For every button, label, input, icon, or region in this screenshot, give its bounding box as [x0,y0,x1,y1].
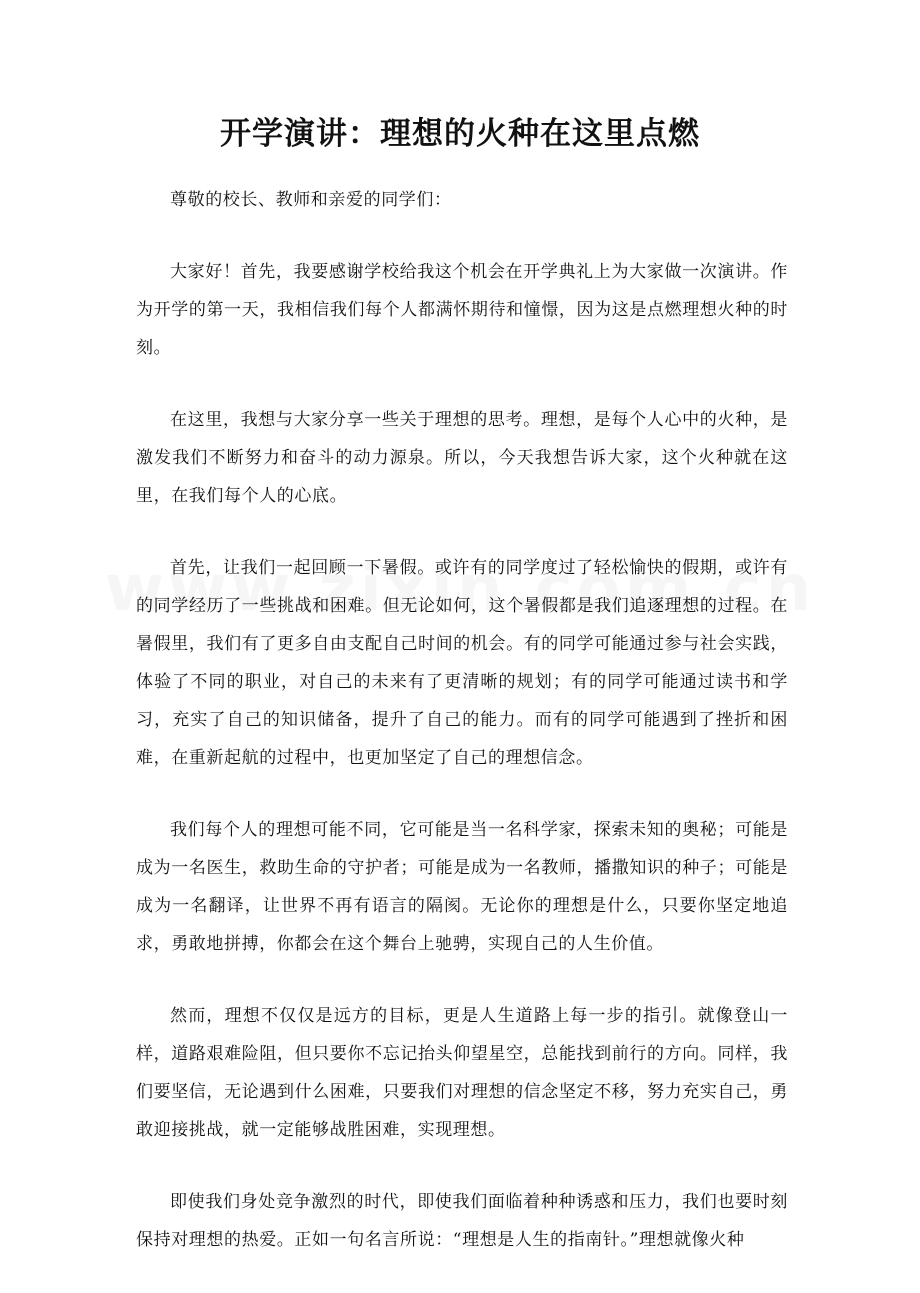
paragraph-salutation: 尊敬的校长、教师和亲爱的同学们： [170,190,452,210]
paragraph-keep-passion: 即使我们身处竞争激烈的时代，即使我们面临着种种诱惑和压力，我们也要时刻保持对理想的热爱。正如一句名言所说：“理想是人生的指南针。”理想就像火种 [136,1192,788,1250]
paragraph-ideal-intro: 在这里，我想与大家分享一些关于理想的思考。理想，是每个人心中的火种，是激发我们不断努力和奋斗的动力源泉。所以，今天我想告诉大家，这个火种就在这里，在我们每个人的心底。 [136,410,788,506]
paragraph-greeting: 大家好！首先，我要感谢学校给我这个机会在开学典礼上为大家做一次演讲。作为开学的第一天，我相信我们每个人都满怀期待和憧憬，因为这是点燃理想火种的时刻。 [136,262,788,358]
document-title: 开学演讲：理想的火种在这里点燃 [220,116,700,152]
document-body [136,181,788,1293]
paragraph-ideal-guidance: 然而，理想不仅仅是远方的目标，更是人生道路上每一步的指引。就像登山一样，道路艰难险阻，但只要你不忘记抬头仰望星空，总能找到前行的方向。同样，我们要坚信，无论遇到什么困难，只要我们对理想的信念坚定不移，努力充实自己，勇敢迎接挑战，就一定能够战胜困难，实现理想。 [136,1006,788,1140]
paragraph-different-ideals: 我们每个人的理想可能不同，它可能是当一名科学家，探索未知的奥秘；可能是成为一名医生，救助生命的守护者；可能是成为一名教师，播撒知识的种子；可能是成为一名翻译，让世界不再有语言的隔阂。无论你的理想是什么，只要你坚定地追求，勇敢地拼搏，你都会在这个舞台上驰骋，实现自己的人生价值。 [136,820,788,954]
paragraph-summer-review: 首先，让我们一起回顾一下暑假。或许有的同学度过了轻松愉快的假期，或许有的同学经历了一些挑战和困难。但无论如何，这个暑假都是我们追逐理想的过程。在暑假里，我们有了更多自由支配自己时间的机会。有的同学可能通过参与社会实践，体验了不同的职业，对自己的未来有了更清晰的规划；有的同学可能通过读书和学习，充实了自己的知识储备，提升了自己的能力。而有的同学可能遇到了挫折和困难，在重新起航的过程中，也更加坚定了自己的理想信念。 [136,558,788,768]
